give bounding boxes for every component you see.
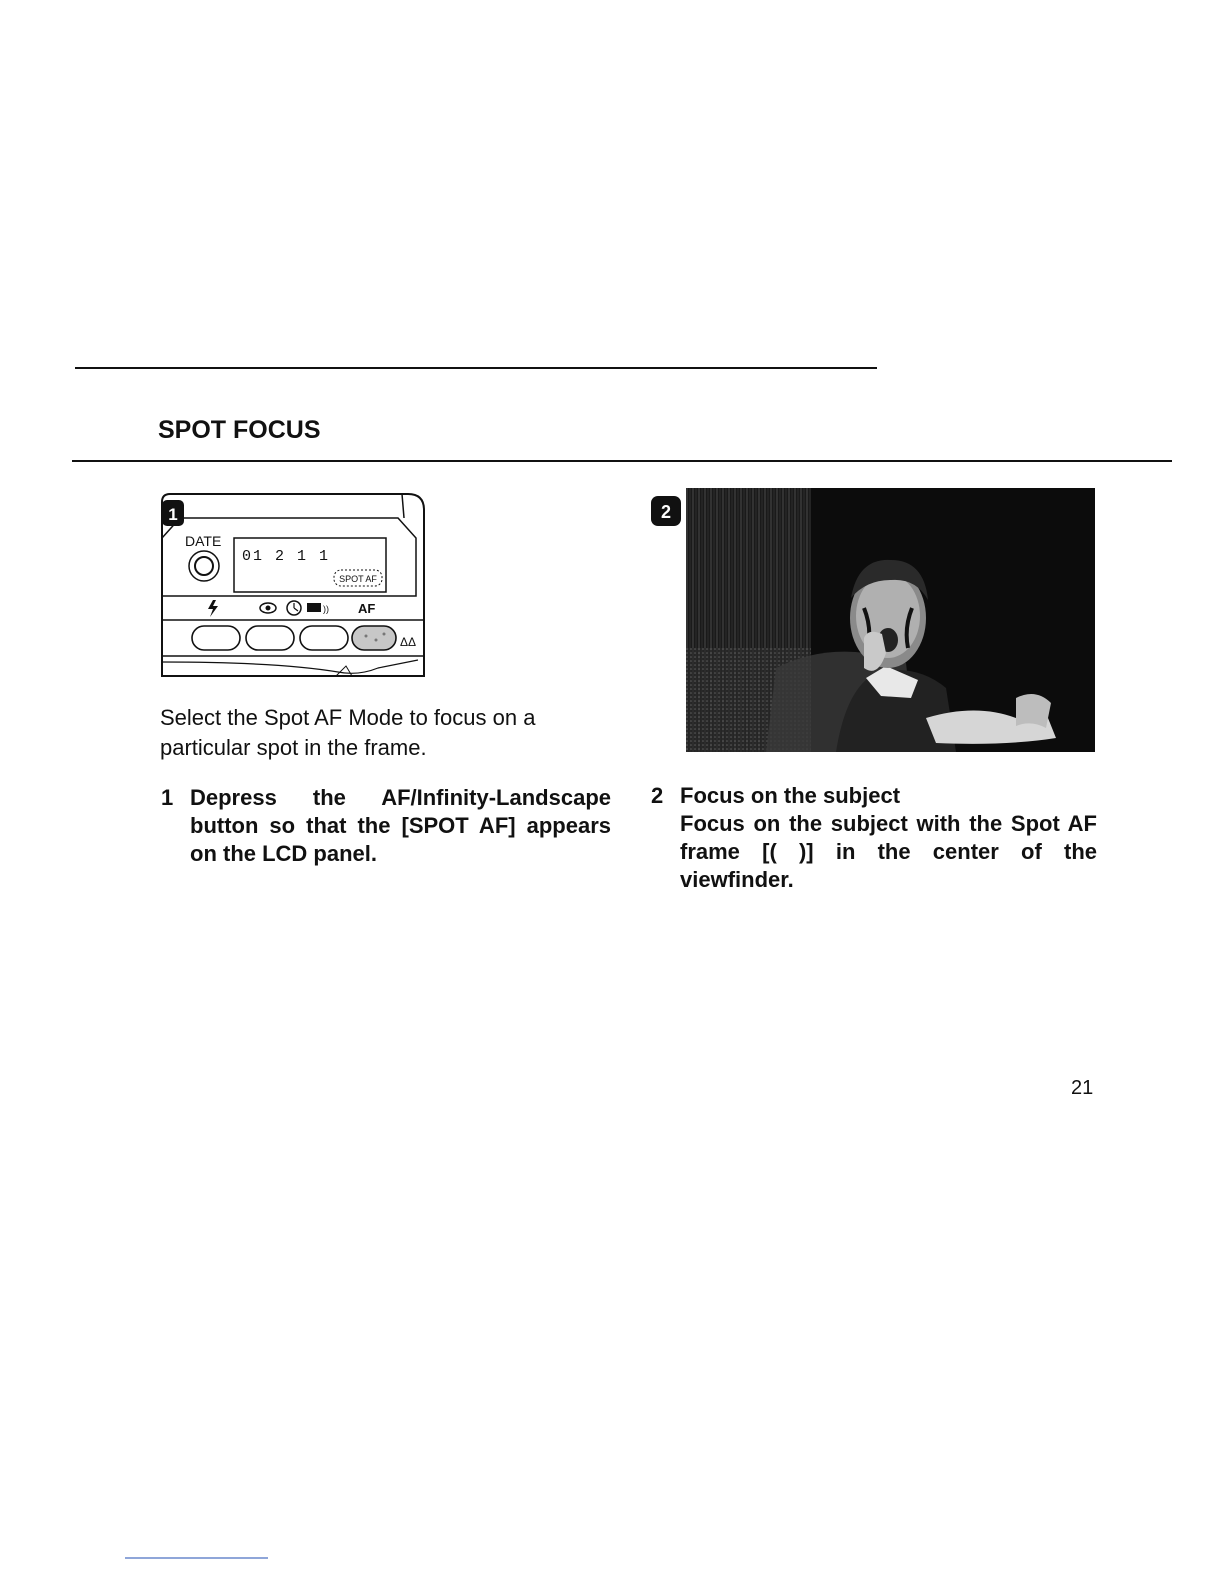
badge-2-label: 2 xyxy=(660,502,672,522)
page-number: 21 xyxy=(1071,1077,1094,1099)
lcd-panel-illustration xyxy=(158,490,430,686)
battery-icon xyxy=(307,603,329,614)
af-infinity-landscape-button xyxy=(352,626,396,650)
red-eye-button xyxy=(246,626,294,650)
red-eye-icon xyxy=(260,603,276,613)
lcd-spot-af-indicator: SPOT AF xyxy=(339,574,377,584)
af-label: AF xyxy=(358,601,376,616)
viewfinder-photo xyxy=(686,488,1095,752)
step-2-text: Focus on the subject with the Spot AF frame [( )] in the center of the viewfinder. xyxy=(680,811,1097,892)
badge-1-label: 1 xyxy=(168,505,178,524)
self-timer-button xyxy=(300,626,348,650)
step-1-text: Depress the AF/Infinity-Landscape button so that the [SPOT AF] appears on the LCD panel. xyxy=(190,785,611,866)
date-label: DATE xyxy=(185,533,222,549)
step-2-heading: Focus on the subject xyxy=(680,783,901,808)
step-1-number: 1 xyxy=(161,785,174,810)
step-2-number: 2 xyxy=(651,783,664,808)
step-1-badge xyxy=(162,500,184,526)
mountain-icon: ΔΔ xyxy=(400,635,417,649)
lcd-digits: 01 2 1 1 xyxy=(242,548,331,565)
flash-icon xyxy=(208,600,218,617)
svg-text:)): )) xyxy=(323,604,329,614)
step-2-badge xyxy=(651,496,681,526)
footer-rule xyxy=(125,1557,268,1559)
page-title: SPOT FOCUS xyxy=(158,416,321,444)
header-rule-top xyxy=(75,367,877,369)
header-rule-bottom xyxy=(72,460,1172,462)
self-timer-icon xyxy=(287,601,301,615)
flash-mode-button xyxy=(192,626,240,650)
intro-paragraph: Select the Spot AF Mode to focus on a particular spot in the frame. xyxy=(160,705,536,760)
date-button-illustration xyxy=(189,551,219,581)
